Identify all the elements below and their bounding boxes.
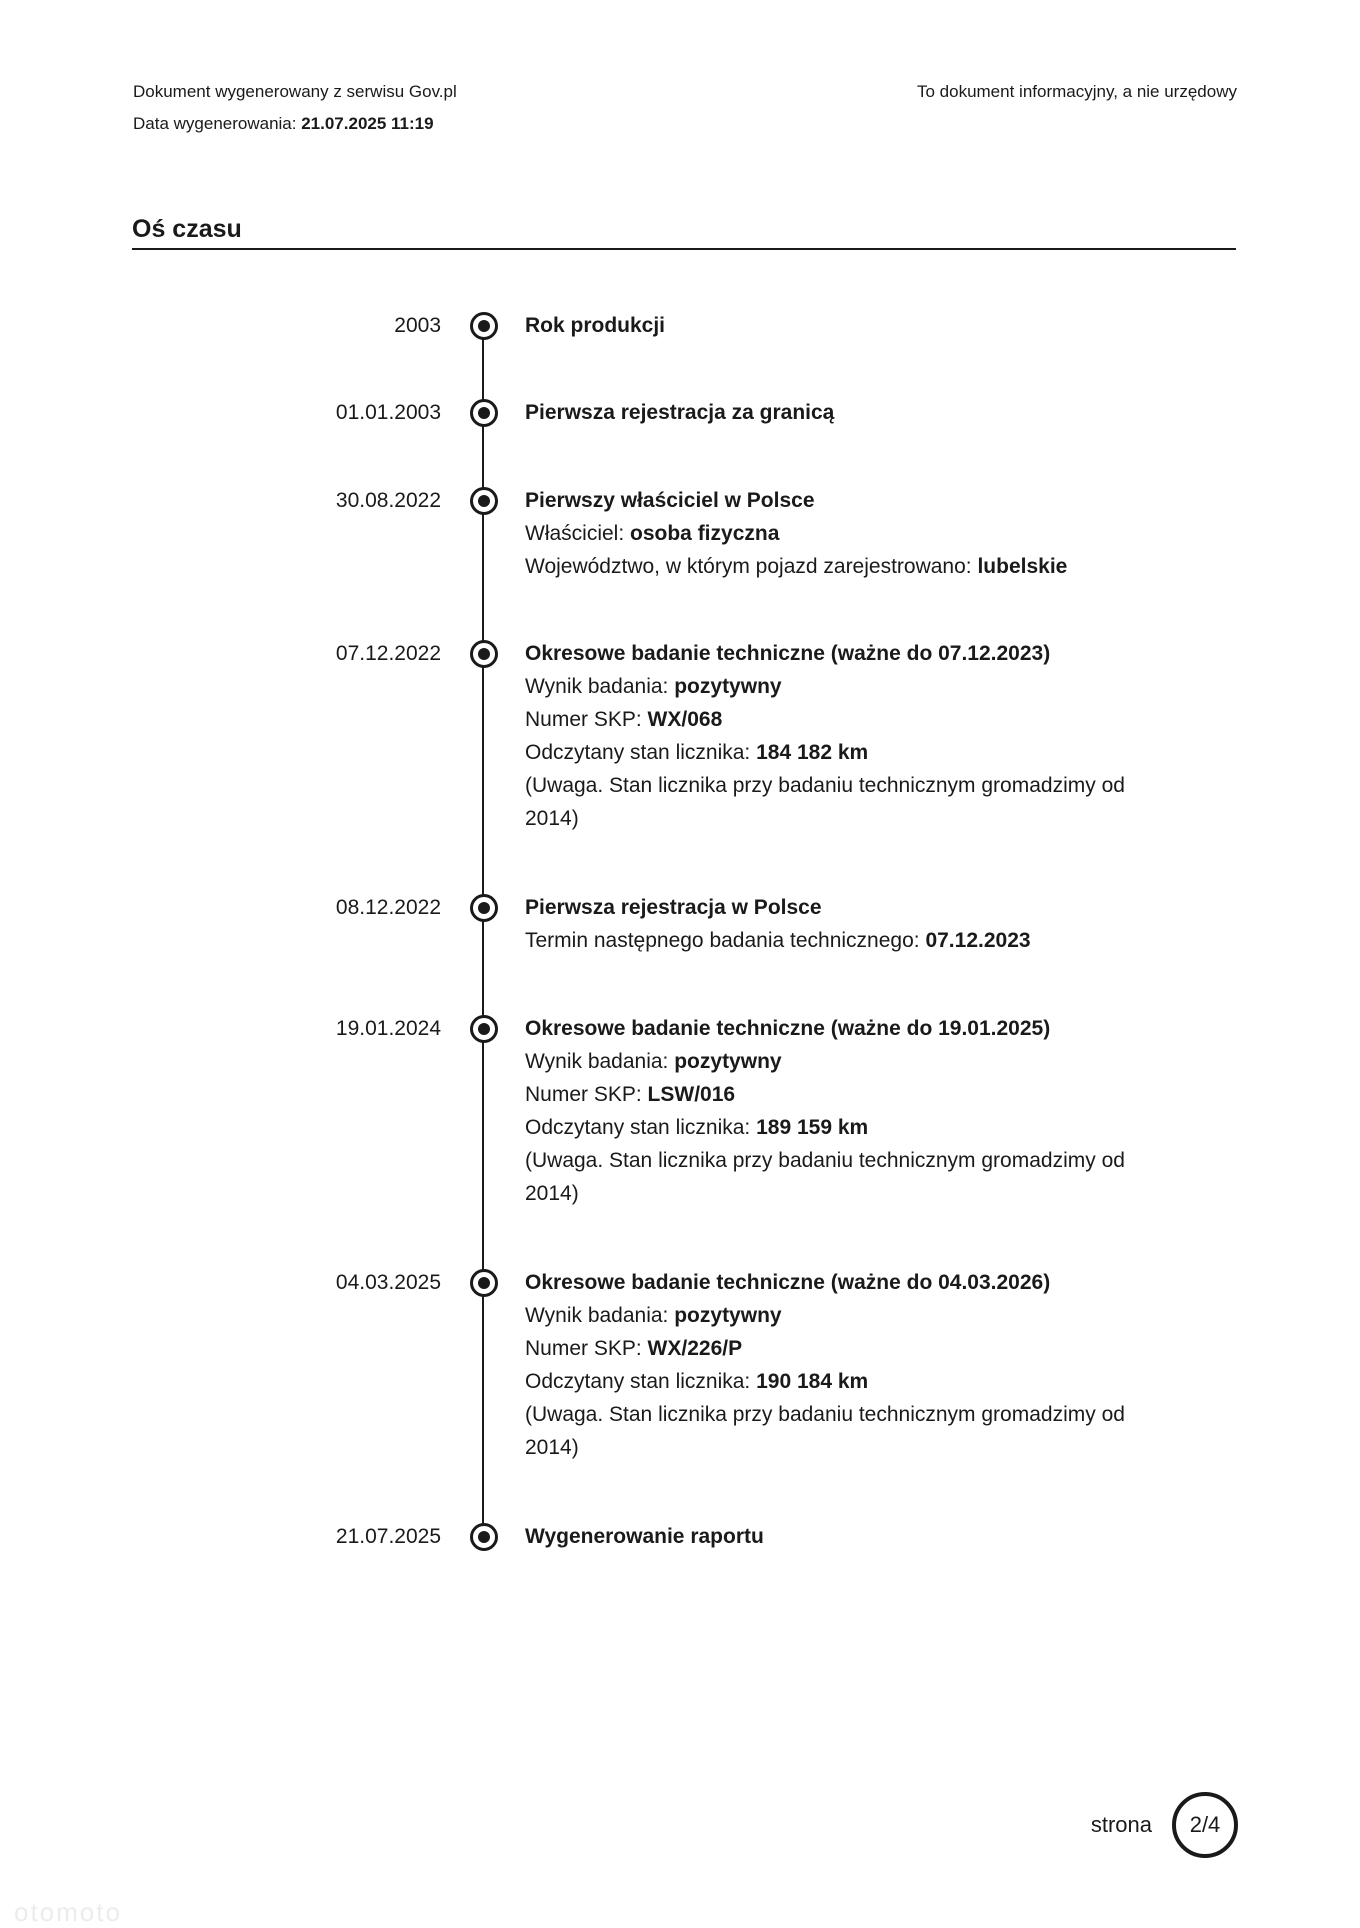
skp-value: WX/226/P — [647, 1337, 743, 1360]
odometer-label: Odczytany stan licznika: — [525, 741, 757, 764]
timeline-dot-icon — [470, 399, 498, 427]
skp-label: Numer SKP: — [525, 1083, 648, 1106]
timeline-dot-icon — [470, 640, 498, 668]
skp-line — [525, 703, 1175, 736]
odometer-note: (Uwaga. Stan licznika przy badaniu technicznym gromadzimy od — [525, 774, 1125, 797]
entry-date: 19.01.2024 — [335, 1017, 441, 1040]
odometer-note-cont: 2014) — [525, 1436, 579, 1459]
entry-body — [525, 309, 1175, 342]
result-value: pozytywny — [674, 1304, 782, 1327]
entry-body — [525, 637, 1175, 835]
result-label: Wynik badania: — [525, 1304, 675, 1327]
entry-title: Pierwszy właściciel w Polsce — [525, 489, 815, 512]
odometer-note-cont: 2014) — [525, 1182, 579, 1205]
generation-date-value: 21.07.2025 11:19 — [301, 114, 434, 133]
entry-date: 01.01.2003 — [335, 401, 441, 424]
generation-date-label: Data wygenerowania: — [133, 114, 302, 133]
skp-label: Numer SKP: — [525, 708, 648, 731]
owner-label: Właściciel: — [525, 522, 631, 545]
next-inspection-line — [525, 924, 1175, 957]
page-label: strona — [1090, 1812, 1152, 1837]
odometer-label: Odczytany stan licznika: — [525, 1116, 757, 1139]
owner-line — [525, 517, 1175, 550]
result-label: Wynik badania: — [525, 675, 675, 698]
entry-date: 07.12.2022 — [335, 642, 441, 665]
entry-body — [525, 1012, 1175, 1210]
entry-date: 30.08.2022 — [335, 489, 441, 512]
timeline-dot-icon — [470, 312, 498, 340]
entry-date: 04.03.2025 — [335, 1271, 441, 1294]
source-text: Dokument wygenerowany z serwisu Gov.pl — [133, 82, 457, 101]
skp-value: LSW/016 — [647, 1083, 736, 1106]
next-inspection-label: Termin następnego badania technicznego: — [525, 929, 926, 952]
entry-date: 08.12.2022 — [335, 896, 441, 919]
result-line — [525, 1045, 1175, 1078]
odometer-line — [525, 1365, 1175, 1398]
region-value: lubelskie — [977, 555, 1068, 578]
watermark-logo: otomoto — [14, 1897, 122, 1927]
timeline-dot-icon — [470, 1269, 498, 1297]
informational-notice: To dokument informacyjny, a nie urzędowy — [916, 82, 1237, 101]
odometer-note: (Uwaga. Stan licznika przy badaniu technicznym gromadzimy od — [525, 1149, 1125, 1172]
entry-title: Pierwsza rejestracja w Polsce — [525, 896, 822, 919]
entry-date: 21.07.2025 — [335, 1525, 441, 1548]
timeline-dot-icon — [470, 1015, 498, 1043]
entry-title: Wygenerowanie raportu — [525, 1525, 764, 1548]
timeline-dot-icon — [470, 1523, 498, 1551]
entry-body — [525, 396, 1175, 429]
skp-line — [525, 1332, 1175, 1365]
result-line — [525, 670, 1175, 703]
entry-title: Pierwsza rejestracja za granicą — [525, 401, 835, 424]
entry-title: Okresowe badanie techniczne (ważne do 19.01.2025) — [525, 1017, 1051, 1040]
odometer-note-cont: 2014) — [525, 807, 579, 830]
odometer-value: 190 184 km — [756, 1370, 869, 1393]
entry-body — [525, 1266, 1175, 1464]
skp-line — [525, 1078, 1175, 1111]
region-label: Województwo, w którym pojazd zarejestrowano: — [525, 555, 978, 578]
entry-body — [525, 891, 1175, 957]
entry-title: Rok produkcji — [525, 314, 666, 337]
odometer-note: (Uwaga. Stan licznika przy badaniu technicznym gromadzimy od — [525, 1403, 1125, 1426]
odometer-label: Odczytany stan licznika: — [525, 1370, 757, 1393]
timeline-dot-icon — [470, 894, 498, 922]
result-label: Wynik badania: — [525, 1050, 675, 1073]
entry-title: Okresowe badanie techniczne (ważne do 07.12.2023) — [525, 642, 1051, 665]
result-line — [525, 1299, 1175, 1332]
next-inspection-value: 07.12.2023 — [925, 929, 1031, 952]
owner-value: osoba fizyczna — [630, 522, 780, 545]
timeline-dot-icon — [470, 487, 498, 515]
odometer-line — [525, 736, 1175, 769]
odometer-value: 184 182 km — [756, 741, 869, 764]
skp-value: WX/068 — [647, 708, 723, 731]
entry-body — [525, 1520, 1175, 1553]
skp-label: Numer SKP: — [525, 1337, 648, 1360]
page-footer — [1060, 1792, 1238, 1858]
section-title: Oś czasu — [132, 210, 1236, 250]
entry-date: 2003 — [394, 314, 441, 337]
result-value: pozytywny — [674, 675, 782, 698]
odometer-line — [525, 1111, 1175, 1144]
odometer-value: 189 159 km — [756, 1116, 869, 1139]
result-value: pozytywny — [674, 1050, 782, 1073]
region-line — [525, 550, 1175, 583]
entry-body — [525, 484, 1175, 583]
page-number-badge: 2/4 — [1172, 1792, 1238, 1858]
entry-title: Okresowe badanie techniczne (ważne do 04.03.2026) — [525, 1271, 1051, 1294]
